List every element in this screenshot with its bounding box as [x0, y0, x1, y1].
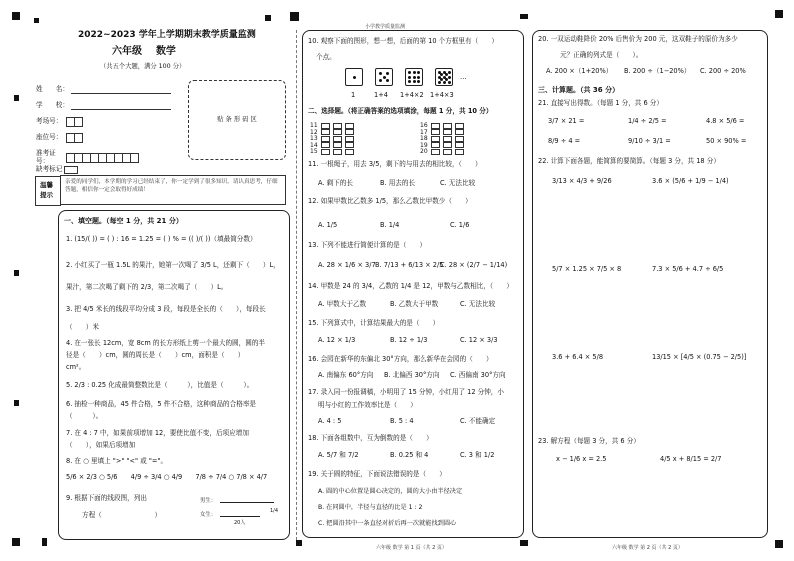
registration-mark [12, 538, 20, 546]
part1-title: 一、填空题。（每空 1 分，共 21 分） [64, 217, 183, 225]
notice-text: 亲爱的同学们，本学期的学习已经结束了，你一定学到了很多知识。请认真思考，仔细答题，相信你一定会取得好成绩！ [65, 179, 278, 194]
q13: 13. 下列不能进行简便计算的是（ ） [308, 241, 427, 249]
q13-option-a[interactable]: A. 28 × 1/6 × 3/7 [318, 261, 376, 269]
q2: 2. 小红买了一瓶 1.5L 的果汁，她第一次喝了 3/5 L，还剩下（ ）L， [66, 261, 280, 269]
name-field[interactable] [71, 93, 171, 94]
girls-label: 女生： [200, 512, 217, 518]
part1-box [58, 210, 290, 540]
right-bottom-footer: 六年级 数学 第 2 页（共 2 页） [612, 545, 683, 551]
q20: 20. 一双运动鞋降价 20% 后售价为 200 元，这双鞋子的原价为多少 [538, 35, 738, 43]
dice-label-1: 1 [351, 91, 356, 99]
dice-nine [405, 68, 423, 86]
answer-number: 14 [310, 141, 318, 149]
registration-mark [520, 540, 528, 546]
answer-number: 20 [420, 148, 428, 155]
q23: 23. 解方程（每题 3 分，共 6 分） [538, 437, 640, 445]
segment-diagram [200, 492, 282, 532]
ticket-no-field[interactable] [36, 150, 138, 166]
q20-option-a[interactable]: A. 200 ×（1+20%） [546, 67, 613, 75]
exam-title: 2022~2023 学年上学期期末教学质量监测 [78, 30, 256, 40]
answer-number: 12 [310, 128, 318, 136]
q9b: 方程（ ） [82, 511, 162, 519]
q22-item-4: 7.3 × 5/6 + 4.7 ÷ 6/5 [652, 265, 724, 273]
seat-no-field[interactable] [36, 133, 82, 143]
registration-mark [520, 14, 528, 19]
q14-option-b[interactable]: B. 乙数大于甲数 [390, 300, 439, 308]
q16-option-b[interactable]: B. 北偏西 30°方向 [384, 371, 440, 379]
absent-mark-box[interactable] [64, 166, 78, 174]
q21-item-3: 4.8 × 5/6 = [706, 117, 745, 125]
q23-item-2: 4/5 x + 8/15 = 2/7 [660, 455, 722, 463]
barcode-label: 贴 条 形 码 区 [217, 116, 257, 124]
q12: 12. 如果甲数比乙数多 1/5，那么乙数比甲数少（ ） [308, 197, 472, 205]
registration-mark [775, 10, 783, 18]
q12-option-b[interactable]: B. 1/4 [380, 221, 400, 229]
q22-item-1: 3/13 × 4/3 + 9/26 [552, 177, 612, 185]
part2-title: 二、选择题。（将正确答案的选项填涂，每题 1 分，共 10 分） [308, 107, 493, 115]
q22-item-5: 3.6 + 6.4 × 5/8 [552, 353, 604, 361]
dice-one [345, 68, 363, 86]
q13-option-c[interactable]: C. 28 × (2/7 − 1/14) [440, 261, 508, 269]
notice-label: 温馨提示 [35, 176, 61, 206]
grade-subject [112, 46, 176, 58]
registration-mark [296, 540, 302, 546]
registration-mark [265, 15, 271, 21]
total-label: 20人 [234, 520, 246, 526]
q15-option-b[interactable]: B. 12 ÷ 1/3 [390, 336, 428, 344]
fold-line [296, 30, 297, 540]
q12-option-c[interactable]: C. 1/6 [450, 221, 470, 229]
q14: 14. 甲数是 24 的 3/4，乙数的 1/4 是 12，甲数与乙数相比，（ ） [308, 282, 513, 290]
dice-row [345, 68, 463, 89]
q21-item-5: 9/10 ÷ 3/1 = [628, 137, 671, 145]
q4c: cm²。 [66, 363, 86, 371]
q22-item-6: 13/15 × [4/5 × (0.75 − 2/5)] [652, 353, 747, 361]
boys-segment [220, 502, 274, 503]
q6b: （ ）。 [66, 412, 103, 420]
q9: 9. 根据下面的线段图，列出 [66, 494, 147, 502]
q2b: 果汁，第二次喝了剩下的 2/3，第二次喝了（ ）L。 [66, 283, 228, 291]
q17-option-a[interactable]: A. 4 : 5 [318, 417, 342, 425]
q21-item-1: 3/7 × 21 = [548, 117, 585, 125]
dice-label-3: 1+4×2 [400, 91, 424, 99]
q19-option-b[interactable]: B. 在同圆中，半径与直径的比是 1 : 2 [318, 504, 423, 511]
dice-label-2: 1+4 [374, 91, 388, 99]
q15: 15. 下列算式中，计算结果最大的是（ ） [308, 319, 440, 327]
q4b: 径是（ ）cm，圆的周长是（ ）cm，面积是（ ） [66, 351, 245, 359]
q21-item-6: 50 × 90% = [706, 137, 747, 145]
q16-option-a[interactable]: A. 南偏东 60°方向 [318, 371, 374, 379]
exam-note: （共五个大题，满分 100 分） [100, 63, 186, 70]
answer-cell-20[interactable] [420, 148, 464, 155]
q20-option-b[interactable]: B. 200 ÷（1−20%） [624, 67, 691, 75]
q21-item-2: 1/4 ÷ 2/5 = [628, 117, 667, 125]
answer-bubble-c[interactable] [345, 149, 354, 155]
exam-no-field[interactable] [36, 117, 82, 127]
q3b: （ ）米 [66, 323, 99, 331]
mid-bottom-footer: 六年级 数学 第 1 页（共 2 页） [376, 545, 447, 551]
dice-ellipsis: … [460, 73, 467, 81]
school-line [36, 102, 176, 110]
answer-number: 17 [420, 128, 428, 136]
answer-number: 19 [420, 141, 428, 149]
q7: 7. 在 4 : 7 中，如果前项增加 12，要使比值不变，后项应增加 [66, 429, 249, 437]
q17-option-c[interactable]: C. 不能确定 [460, 417, 496, 425]
name-line [36, 86, 176, 94]
registration-mark [34, 18, 39, 23]
q20b: 元？正确的列式是（ ）。 [560, 51, 643, 59]
q10: 10. 观察下面的图形，想一想，后面的第 10 个方框里有（ ） [308, 37, 499, 45]
registration-mark [14, 270, 19, 276]
q18-option-b[interactable]: B. 0.25 和 4 [390, 451, 429, 459]
q5: 5. 2/3 : 0.25 化成最简整数比是（ ），比值是（ ）。 [66, 381, 254, 389]
part-label: 1/4 [270, 508, 279, 514]
q21-item-4: 8/9 ÷ 4 = [548, 137, 581, 145]
q20-option-c[interactable]: C. 200 ÷ 20% [700, 67, 746, 75]
q18-option-a[interactable]: A. 5/7 和 7/2 [318, 451, 359, 459]
q17-option-b[interactable]: B. 5 : 4 [390, 417, 414, 425]
school-field[interactable] [71, 109, 171, 110]
q11-option-b[interactable]: B. 用去的长 [380, 179, 416, 187]
ticket-no-label: 准考证号： [36, 149, 56, 165]
q19-option-c[interactable]: C. 把圆沿其中一条直径对折后再一次就能找到圆心 [318, 520, 457, 527]
answer-bubble-b[interactable] [333, 149, 342, 155]
answer-bubble-a[interactable] [321, 149, 330, 155]
barcode-area [188, 80, 286, 160]
q14-option-a[interactable]: A. 甲数大于乙数 [318, 300, 367, 308]
q13-option-b[interactable]: B. 7/13 + 6/13 × 2/5 [375, 261, 444, 269]
q23-item-1: x − 1/6 x = 2.5 [556, 455, 607, 463]
registration-mark [290, 12, 299, 21]
boys-label: 男生： [200, 498, 217, 504]
q7b: （ ），如果后项增加 [66, 441, 136, 449]
dice-five [375, 68, 393, 86]
registration-mark [42, 538, 47, 546]
name-label: 姓 名： [36, 85, 69, 93]
q10b: 个点。 [316, 53, 336, 61]
answer-number: 13 [310, 135, 318, 142]
q11-option-a[interactable]: A. 剩下的长 [318, 179, 353, 187]
exam-no-cells[interactable] [66, 117, 82, 127]
answer-number: 18 [420, 135, 428, 142]
q11: 11. 一根绳子，用去 3/5，剩下的与用去的相比较，（ ） [308, 160, 482, 168]
q19-option-a[interactable]: A. 圆的中心位置是圆心决定的，圆的大小由半径决定 [318, 488, 463, 495]
q1: 1. (15/( )) = ( ) : 16 = 1.25 = ( ) % = (( )/( ))（填最简分数） [66, 235, 257, 243]
q16-option-c[interactable]: C. 西偏南 30°方向 [450, 371, 506, 379]
q19: 19. 关于圆的特征，下面说法错误的是（ ） [308, 470, 446, 478]
q8-compare-row: 5/6 × 2/3 ○ 5/6 4/9 ÷ 3/4 ○ 4/9 7/8 ÷ 7/4 ○ 7/8 × 4/7 [66, 473, 268, 481]
q17b: 明与小红的工作效率比是（ ） [318, 401, 417, 409]
notice-box [40, 175, 286, 205]
seat-no-label: 座位号： [36, 133, 63, 142]
answer-cell-15[interactable] [310, 148, 354, 155]
q6: 6. 抽检一种商品，45 件合格，5 件不合格，这种商品的合格率是 [66, 400, 257, 408]
answer-number: 15 [310, 148, 318, 155]
seat-no-cells[interactable] [66, 133, 82, 143]
registration-mark [14, 400, 19, 406]
part3-title: 三、计算题。（共 36 分） [538, 86, 620, 94]
q14-option-c[interactable]: C. 无法比较 [460, 300, 496, 308]
answer-bubble-c[interactable] [455, 149, 464, 155]
answer-bubble-a[interactable] [431, 149, 440, 155]
q12-option-a[interactable]: A. 1/5 [318, 221, 338, 229]
absent-mark-label: 缺考标记 [36, 165, 63, 173]
subject-label: 数学 [155, 46, 176, 57]
q17: 17. 录入同一份报调稿，小明用了 15 分钟，小红用了 12 分钟，小 [308, 388, 504, 396]
q18: 18. 下面各组数中，互为倒数的是（ ） [308, 434, 433, 442]
answer-number: 16 [420, 122, 428, 129]
answer-bubble-b[interactable] [443, 149, 452, 155]
answer-number: 11 [310, 122, 318, 129]
q18-option-c[interactable]: C. 3 和 1/2 [460, 451, 495, 459]
q22: 22. 计算下面各题，能简算的要简算。（每题 3 分，共 18 分） [538, 157, 720, 165]
girls-segment [220, 516, 260, 517]
ticket-no-cells[interactable] [66, 153, 138, 163]
q15-option-c[interactable]: C. 12 × 3/3 [460, 336, 498, 344]
registration-mark [14, 95, 19, 101]
q21: 21. 直接写出得数。（每题 1 分，共 6 分） [538, 99, 663, 107]
registration-mark [12, 12, 20, 20]
q4: 4. 在一张长 12cm，宽 8cm 的长方形纸上剪一个最大的圆，圆的半 [66, 339, 266, 347]
school-label: 学 校： [36, 101, 69, 109]
registration-mark [775, 540, 783, 548]
dice-label-4: 1+4×3 [430, 91, 454, 99]
q22-item-3: 5/7 × 1.25 × 7/5 × 8 [552, 265, 622, 273]
q3: 3. 把 4/5 米长的线段平均分成 3 段，每段是全长的（ ），每段长 [66, 305, 266, 313]
exam-no-label: 考场号： [36, 117, 63, 126]
q16: 16. 会园在新华的东偏北 30°方向，那么新华在会园的（ ） [308, 355, 493, 363]
grade-label: 六年级 [112, 46, 142, 57]
q8: 8. 在 ○ 里填上 ">" "<" 或 "="。 [66, 457, 168, 465]
answer-grid [310, 122, 510, 156]
q15-option-a[interactable]: A. 12 × 1/3 [318, 336, 356, 344]
q22-item-2: 3.6 × (5/6 + 1/9 − 1/4) [652, 177, 729, 185]
q11-option-c[interactable]: C. 无法比较 [440, 179, 476, 187]
mid-top-footer: 小学教学质量监测 [365, 24, 406, 30]
dice-thirteen [435, 68, 453, 86]
